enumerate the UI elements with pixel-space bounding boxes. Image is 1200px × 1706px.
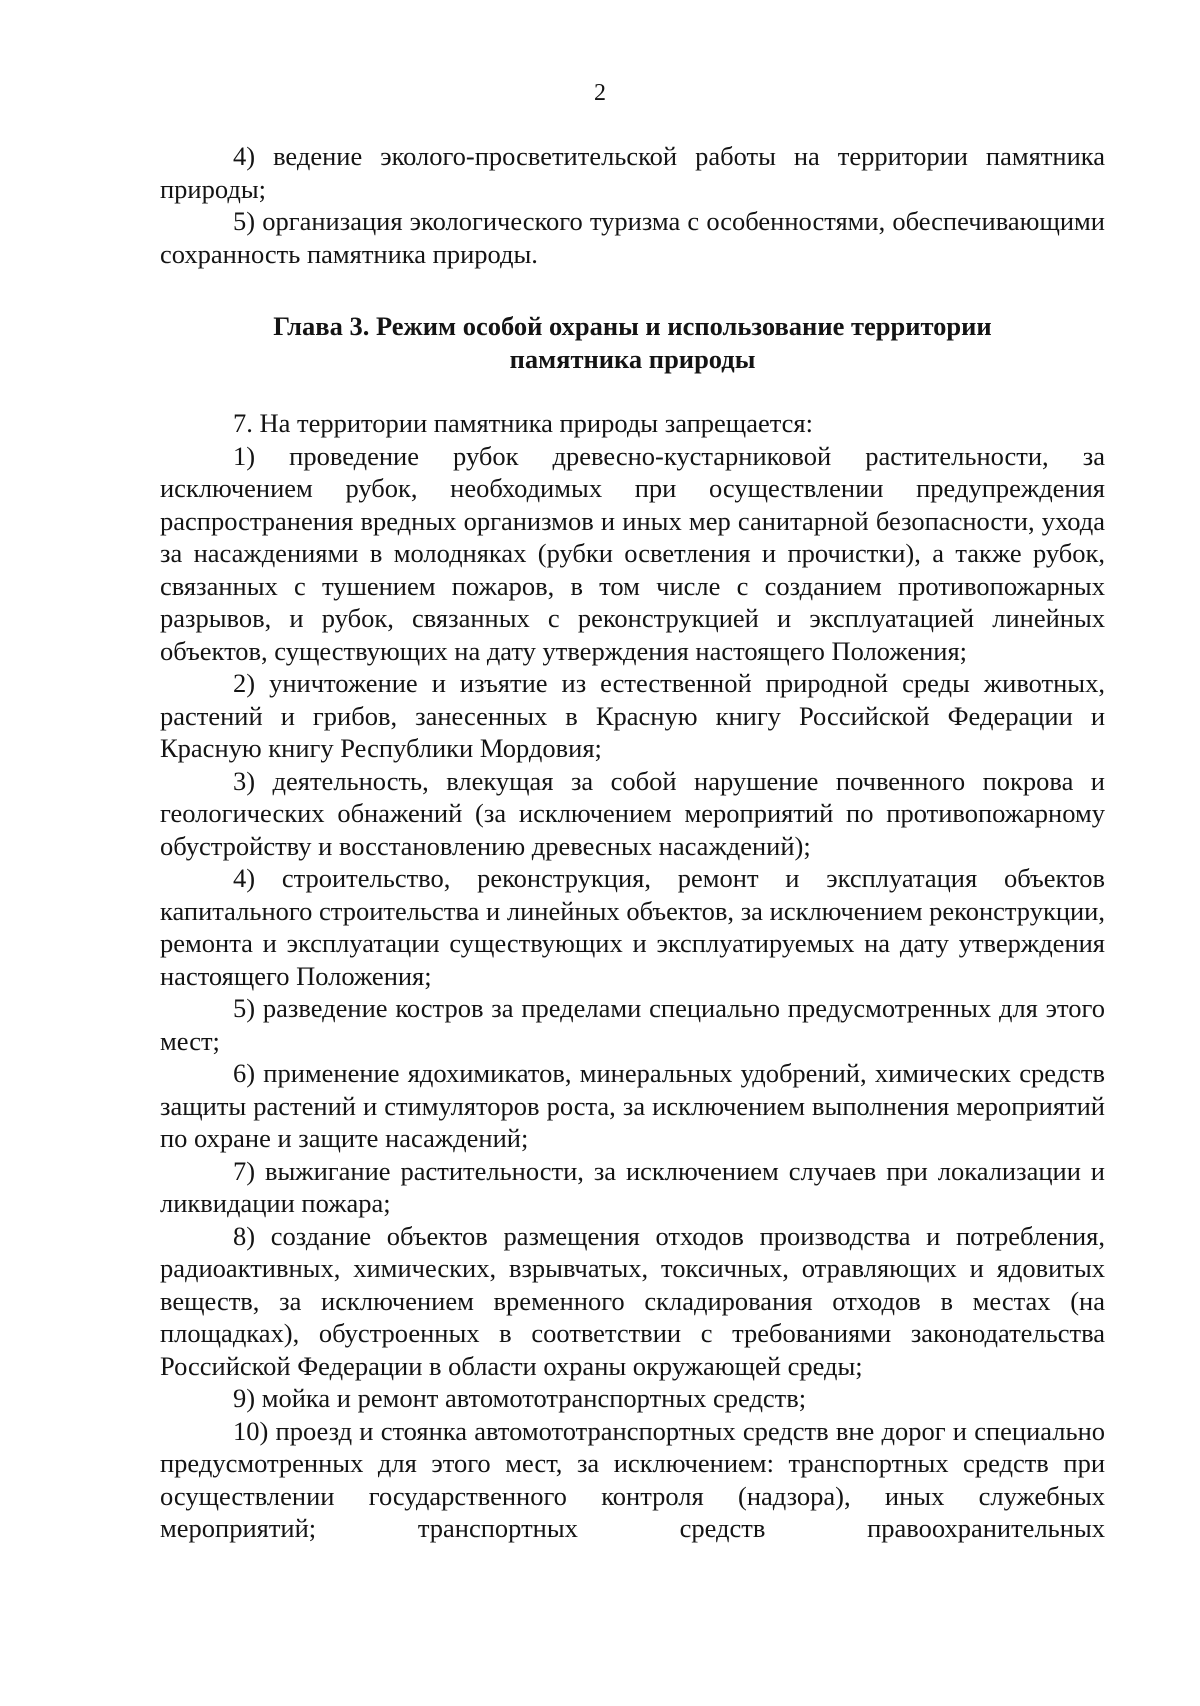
intro-item-4: 4) ведение эколого-просветительской работы на территории памятника природы; bbox=[160, 141, 1105, 204]
chapter-title bbox=[160, 310, 1105, 376]
chapter-title-line-1: Глава 3. Режим особой охраны и использование территории bbox=[273, 311, 992, 341]
prohibition-item-10: 10) проезд и стоянка автомототранспортных средств вне дорог и специально предусмотренных для этого мест, за исключением: транспортных средств при осуществлении государственного контроля (надзора), иных служебных мероприятий; транспортных средств правоохранительных bbox=[160, 1415, 1105, 1543]
prohibition-item-3: 3) деятельность, влекущая за собой нарушение почвенного покрова и геологических обнажений (за исключением мероприятий по противопожарному обустройству и восстановлению древесных насаждений); bbox=[160, 765, 1105, 861]
page-number: 2 bbox=[594, 80, 606, 106]
prohibition-item-9: 9) мойка и ремонт автомототранспортных средств; bbox=[233, 1383, 807, 1413]
prohibition-item-8: 8) создание объектов размещения отходов производства и потребления, радиоактивных, химических, взрывчатых, токсичных, отравляющих и ядовитых веществ, за исключением временного складирования отходов в местах (на площадках), обустроенных в соответствии с требованиями законодательства Российской Федерации в области охраны окружающей среды; bbox=[160, 1220, 1105, 1381]
prohibition-item-2: 2) уничтожение и изъятие из естественной природной среды животных, растений и грибов, занесенных в Красную книгу Российской Федерации и Красную книгу Республики Мордовия; bbox=[160, 668, 1105, 763]
document-body bbox=[160, 140, 1105, 1545]
prohibition-item-7: 7) выжигание растительности, за исключением случаев при локализации и ликвидации пожара; bbox=[160, 1155, 1105, 1218]
prohibition-item-1: 1) проведение рубок древесно-кустарниковой растительности, за исключением рубок, необходимых при осуществлении предупреждения распространения вредных организмов и иных мер санитарной безопасности, ухода за насаждениями в молодняках (рубки осветления и прочистки), а также рубок, связанных с тушением пожаров, в том числе с созданием противопожарных разрывов, и рубок, связанных с реконструкцией и эксплуатацией линейных объектов, существующих на дату утверждения настоящего Положения; bbox=[160, 440, 1105, 666]
section-7-intro: 7. На территории памятника природы запрещается: bbox=[233, 408, 813, 438]
chapter-title-line-2: памятника природы bbox=[509, 344, 756, 374]
prohibition-item-6: 6) применение ядохимикатов, минеральных удобрений, химических средств защиты растений и стимуляторов роста, за исключением выполнения мероприятий по охране и защите насаждений; bbox=[160, 1058, 1105, 1153]
prohibition-item-4: 4) строительство, реконструкция, ремонт и эксплуатация объектов капитального строительства и линейных объектов, за исключением реконструкции, ремонта и эксплуатации существующих и эксплуатируемых на дату утверждения настоящего Положения; bbox=[160, 863, 1105, 991]
intro-item-5: 5) организация экологического туризма с особенностями, обеспечивающими сохранность памятника природы. bbox=[160, 206, 1105, 269]
prohibition-item-5: 5) разведение костров за пределами специально предусмотренных для этого мест; bbox=[160, 993, 1105, 1056]
